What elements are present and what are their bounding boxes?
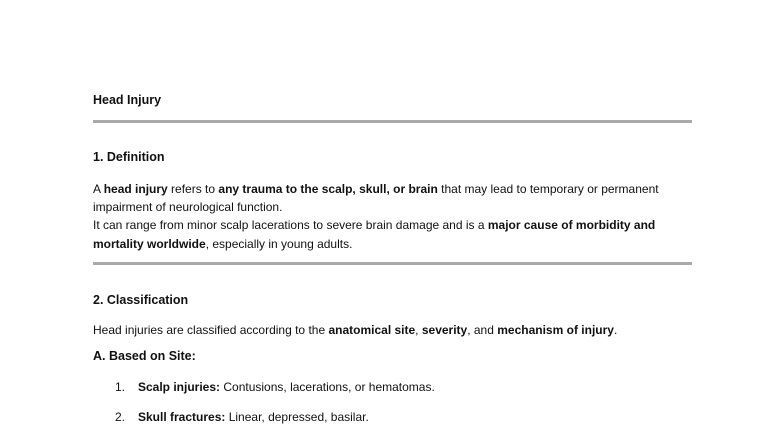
text-run: ,: [415, 323, 422, 337]
list-item: [93, 408, 693, 438]
list-number: 1.: [115, 380, 126, 394]
list-item-text: [138, 408, 369, 426]
bold-term: head injury: [103, 182, 168, 196]
text-run: Head injuries are classified according to the: [93, 323, 329, 337]
subsection-heading-site: A. Based on Site:: [93, 349, 196, 363]
text-run: , especially in young adults.: [205, 236, 353, 251]
bold-term: major cause of morbidity and mortality worldwide: [93, 218, 656, 251]
section-heading-classification: 2. Classification: [93, 293, 189, 307]
list-item: [93, 378, 693, 408]
text-run: , and: [467, 323, 498, 337]
bold-term: severity: [421, 323, 468, 337]
bold-term: any trauma to the scalp, skull, or brain: [218, 182, 438, 196]
list-number: 2.: [115, 410, 126, 424]
bold-term: Scalp injuries:: [138, 380, 221, 394]
definition-paragraph: [93, 180, 693, 253]
horizontal-rule: [93, 120, 692, 123]
section-heading-definition: 1. Definition: [93, 150, 165, 164]
classification-intro: [93, 321, 693, 339]
bold-term: mechanism of injury: [497, 323, 614, 337]
bold-term: Skull fractures:: [138, 410, 226, 424]
horizontal-rule: [93, 262, 692, 265]
text-run: refers to: [167, 182, 219, 196]
bold-term: anatomical site: [328, 323, 416, 337]
text-run: Linear, depressed, basilar.: [225, 410, 369, 424]
list-item-text: [138, 378, 435, 396]
numbered-list: [93, 378, 693, 438]
text-run: It can range from minor scalp lacerations to severe brain damage and is a: [93, 218, 488, 233]
text-run: .: [613, 323, 618, 337]
text-run: that may lead to temporary or permanent impairment of neurological function.: [93, 182, 659, 215]
document-title: Head Injury: [93, 93, 162, 107]
text-run: Contusions, lacerations, or hematomas.: [220, 380, 435, 394]
text-run: A: [93, 182, 104, 196]
